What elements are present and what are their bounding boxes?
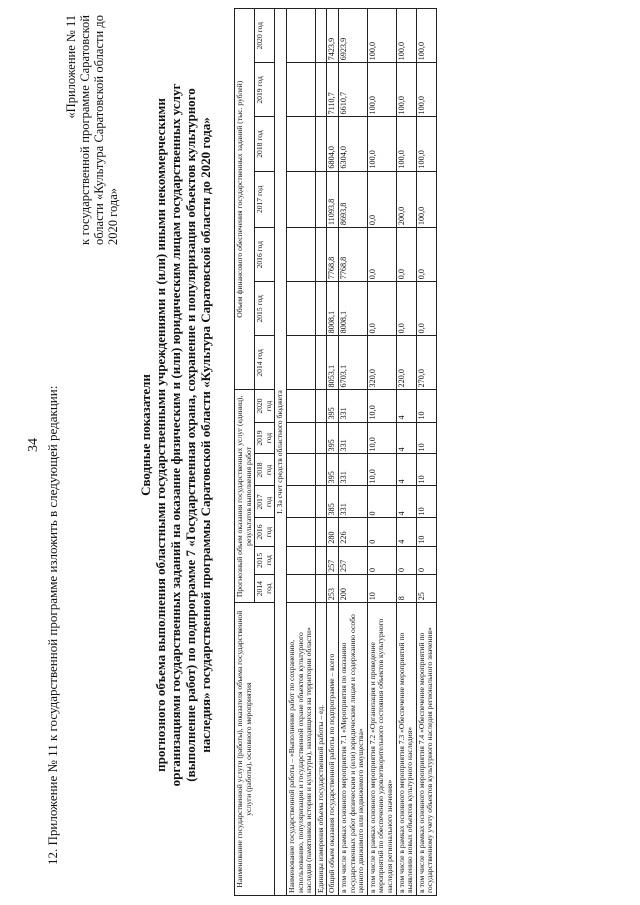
finance-cell	[286, 282, 315, 336]
finance-cell	[286, 336, 315, 390]
finance-cell: 6703,1	[338, 336, 367, 390]
year-header: 2017 год	[255, 171, 275, 228]
volume-cell	[315, 546, 327, 574]
year-header: 2015 год	[255, 282, 275, 336]
finance-cell: 200,0	[396, 171, 416, 228]
volume-cell: 0	[367, 486, 396, 518]
volume-cell: 25	[416, 575, 436, 603]
year-header: 2014 год	[255, 336, 275, 390]
volume-cell: 331	[338, 454, 367, 486]
volume-cell	[286, 486, 315, 518]
finance-cell: 8008,1	[327, 282, 339, 336]
title-line: организациями государственных заданий на оказание физическим и (или) юридическим лицам государственных услуг	[168, 83, 183, 787]
volume-cell: 395	[327, 390, 339, 422]
finance-cell	[315, 9, 327, 63]
finance-cell: 6804,0	[327, 117, 339, 171]
finance-cell: 7423,9	[327, 9, 339, 63]
finance-cell: 6923,9	[338, 9, 367, 63]
finance-cell: 100,0	[396, 63, 416, 117]
finance-cell	[286, 117, 315, 171]
row-name: в том числе в рамках основного мероприятия 7.3 «Обеспечение мероприятий по выявлению новых объектов культурного наследия»	[396, 603, 416, 896]
volume-cell: 253	[327, 575, 339, 603]
title-line: (выполнение работ) по подпрограмме 7 «Государственная охрана, сохранение и популяризация объектов культурного	[183, 88, 198, 782]
finance-cell	[315, 63, 327, 117]
volume-cell: 226	[338, 518, 367, 546]
volume-cell	[315, 575, 327, 603]
table-row	[416, 9, 436, 896]
finance-cell	[286, 171, 315, 228]
finance-cell: 220,0	[396, 336, 416, 390]
volume-cell: 280	[327, 518, 339, 546]
volume-cell: 4	[396, 518, 416, 546]
title-line: прогнозного объема выполнения областными государственными учреждениями и (или) иными некоммерческими	[153, 98, 168, 772]
finance-cell	[315, 117, 327, 171]
finance-cell: 6610,7	[338, 63, 367, 117]
year-header: 2020 год	[255, 9, 275, 63]
finance-cell: 100,0	[416, 63, 436, 117]
title-line: Сводные показатели	[138, 374, 153, 496]
volume-cell: 10,0	[367, 422, 396, 454]
volume-cell	[286, 546, 315, 574]
finance-cell: 11093,8	[327, 171, 339, 228]
finance-cell: 8053,1	[327, 336, 339, 390]
finance-cell: 100,0	[367, 63, 396, 117]
volume-cell: 10	[367, 575, 396, 603]
finance-cell: 0,0	[396, 282, 416, 336]
finance-cell: 6304,0	[338, 117, 367, 171]
table-row	[367, 9, 396, 896]
document-title	[138, 25, 213, 845]
volume-cell	[315, 422, 327, 454]
volume-cell: 395	[327, 422, 339, 454]
volume-cell: 0	[367, 546, 396, 574]
finance-cell: 100,0	[416, 171, 436, 228]
row-name: в том числе в рамках основного мероприятия 7.4 «Обеспечение мероприятий по государственному учету объектов культурного наследия регионального значения»	[416, 603, 436, 896]
volume-cell: 200	[338, 575, 367, 603]
table-row	[338, 9, 367, 896]
volume-cell	[315, 454, 327, 486]
finance-cell: 100,0	[416, 117, 436, 171]
finance-cell: 100,0	[396, 117, 416, 171]
volume-cell: 257	[327, 546, 339, 574]
volume-cell	[315, 518, 327, 546]
finance-cell: 8008,1	[338, 282, 367, 336]
finance-cell	[315, 228, 327, 282]
year-header: 2019 год	[255, 422, 275, 454]
row-name: Общий объем оказания государственной работы по подпрограмме – всего	[327, 603, 339, 896]
year-header: 2014 год	[255, 575, 275, 603]
table-row	[327, 9, 339, 896]
volume-cell: 0	[367, 518, 396, 546]
col-header-name: Наименование государственной услуги (работы), показателя объема государственной услуги (работы), основного мероприятия	[235, 603, 275, 896]
volume-cell: 331	[338, 422, 367, 454]
row-name: Наименование государственной работы – «Выполнение работ по сохранению, использованию, популяризации и государственной охране объектов культурного наследия (памятников истории и культуры), находящихся на территории области»	[286, 603, 315, 896]
volume-cell: 385	[327, 486, 339, 518]
volume-cell: 395	[327, 454, 339, 486]
volume-cell: 0	[416, 546, 436, 574]
finance-cell: 270,0	[416, 336, 436, 390]
volume-cell: 331	[338, 486, 367, 518]
intro-text: 12. Приложение № 11 к государственной программе изложить в следующей редакции:	[45, 385, 60, 865]
appendix-line1: «Приложение № 11	[64, 15, 78, 119]
section-title: I. За счет средств областного бюджета	[275, 9, 287, 896]
indicators-table	[234, 8, 437, 896]
volume-cell	[286, 422, 315, 454]
finance-cell: 100,0	[367, 117, 396, 171]
volume-cell: 10,0	[367, 390, 396, 422]
year-header: 2016 год	[255, 518, 275, 546]
col-header-finance: Объем финансового обеспечения государственных заданий (тыс. рублей)	[235, 9, 255, 390]
finance-cell: 7110,7	[327, 63, 339, 117]
finance-cell: 8693,8	[338, 171, 367, 228]
year-header: 2017 год	[255, 486, 275, 518]
table-row	[286, 9, 315, 896]
finance-cell: 0,0	[396, 228, 416, 282]
finance-cell: 100,0	[367, 9, 396, 63]
volume-cell: 10	[416, 454, 436, 486]
finance-cell: 320,0	[367, 336, 396, 390]
appendix-header	[64, 15, 120, 245]
finance-cell: 100,0	[416, 9, 436, 63]
title-line: наследия» государственной программы Саратовской области «Культура Саратовской области до 2020 года»	[198, 117, 213, 753]
volume-cell	[315, 390, 327, 422]
year-header: 2018 год	[255, 454, 275, 486]
finance-cell	[286, 9, 315, 63]
table-row	[315, 9, 327, 896]
volume-cell: 8	[396, 575, 416, 603]
volume-cell: 257	[338, 546, 367, 574]
finance-cell: 7768,8	[327, 228, 339, 282]
finance-cell: 0,0	[416, 282, 436, 336]
volume-cell	[286, 575, 315, 603]
finance-cell: 0,0	[416, 228, 436, 282]
volume-cell	[286, 518, 315, 546]
year-header: 2015 год	[255, 546, 275, 574]
volume-cell: 331	[338, 390, 367, 422]
finance-cell	[286, 63, 315, 117]
row-name: Единицы измерения объема государственной работы – ед.	[315, 603, 327, 896]
finance-cell	[315, 282, 327, 336]
year-header: 2016 год	[255, 228, 275, 282]
finance-cell	[315, 171, 327, 228]
volume-cell: 10	[416, 390, 436, 422]
page-number: 34	[26, 438, 41, 452]
volume-cell	[286, 454, 315, 486]
volume-cell	[286, 390, 315, 422]
volume-cell: 10	[416, 518, 436, 546]
finance-cell: 100,0	[396, 9, 416, 63]
finance-cell: 0,0	[367, 228, 396, 282]
finance-cell	[315, 336, 327, 390]
finance-cell	[286, 228, 315, 282]
volume-cell: 4	[396, 390, 416, 422]
volume-cell: 4	[396, 486, 416, 518]
year-header: 2018 год	[255, 117, 275, 171]
col-header-volume: Прогнозный объем оказания государственных услуг (единиц), результатов выполнения работ	[235, 390, 255, 603]
finance-cell: 0,0	[367, 171, 396, 228]
volume-cell	[315, 486, 327, 518]
appendix-line2: к государственной программе Саратовской области «Культура Саратовской области до 2020 года»	[78, 15, 120, 245]
volume-cell: 10	[416, 486, 436, 518]
finance-cell: 0,0	[367, 282, 396, 336]
volume-cell: 4	[396, 454, 416, 486]
year-header: 2019 год	[255, 63, 275, 117]
table-row	[396, 9, 416, 896]
volume-cell: 0	[396, 546, 416, 574]
row-name: в том числе в рамках основного мероприятия 7.2 «Организация и проведение мероприятий по обеспечению удовлетворительного состояния объектов культурного наследия регионального значения»	[367, 603, 396, 896]
year-header: 2020 год	[255, 390, 275, 422]
row-name: в том числе в рамках основного мероприятия 7.1 «Мероприятия по оказанию государственных работ физическим и (или) юридическим лицам и содержанию особо ценного движимого или недвижимого имущества»	[338, 603, 367, 896]
volume-cell: 10	[416, 422, 436, 454]
volume-cell: 10,0	[367, 454, 396, 486]
volume-cell: 4	[396, 422, 416, 454]
finance-cell: 7768,8	[338, 228, 367, 282]
